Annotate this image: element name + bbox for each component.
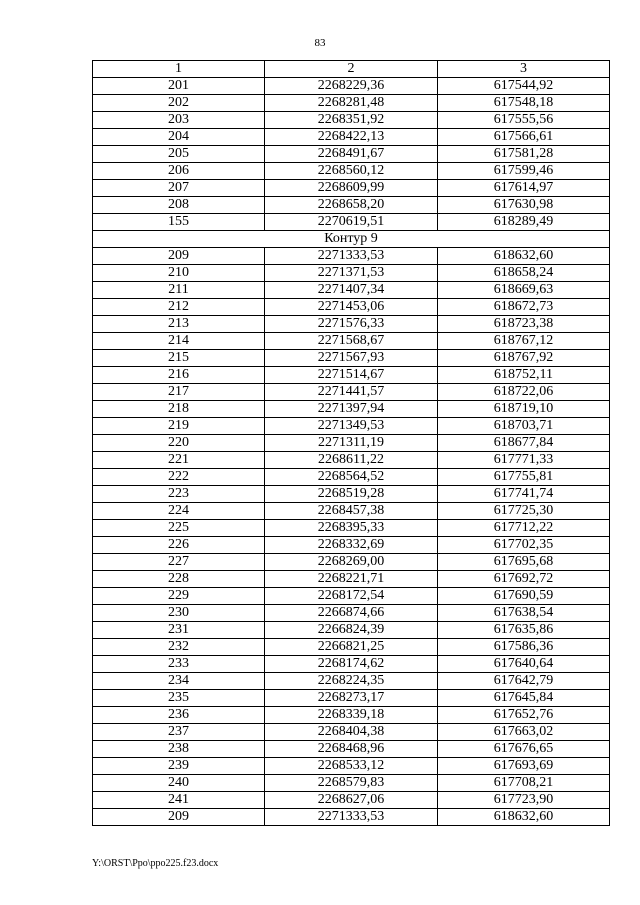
y-coordinate-cell: 618677,84	[438, 435, 610, 452]
y-coordinate-cell: 618658,24	[438, 265, 610, 282]
coordinates-table-body	[93, 61, 610, 826]
table-row	[93, 265, 610, 282]
point-number-cell: 220	[93, 435, 265, 452]
x-coordinate-cell: 2271311,19	[265, 435, 438, 452]
x-coordinate-cell: 2268404,38	[265, 724, 438, 741]
point-number-cell: 218	[93, 401, 265, 418]
x-coordinate-cell: 2271349,53	[265, 418, 438, 435]
x-coordinate-cell: 2268579,83	[265, 775, 438, 792]
point-number-cell: 211	[93, 282, 265, 299]
x-coordinate-cell: 2271441,57	[265, 384, 438, 401]
x-coordinate-cell: 2	[265, 61, 438, 78]
y-coordinate-cell: 617755,81	[438, 469, 610, 486]
point-number-cell: 216	[93, 367, 265, 384]
y-coordinate-cell: 617548,18	[438, 95, 610, 112]
table-row	[93, 146, 610, 163]
x-coordinate-cell: 2268611,22	[265, 452, 438, 469]
point-number-cell: 206	[93, 163, 265, 180]
table-row	[93, 316, 610, 333]
coordinates-table	[92, 60, 610, 826]
x-coordinate-cell: 2271453,06	[265, 299, 438, 316]
point-number-cell: 217	[93, 384, 265, 401]
table-row	[93, 792, 610, 809]
point-number-cell: 205	[93, 146, 265, 163]
table-row	[93, 724, 610, 741]
table-row	[93, 605, 610, 622]
x-coordinate-cell: 2268273,17	[265, 690, 438, 707]
table-row	[93, 350, 610, 367]
point-number-cell: 208	[93, 197, 265, 214]
point-number-cell: 241	[93, 792, 265, 809]
y-coordinate-cell: 617663,02	[438, 724, 610, 741]
page-number: 83	[314, 37, 326, 49]
table-row	[93, 741, 610, 758]
table-row	[93, 401, 610, 418]
table-row	[93, 95, 610, 112]
table-row	[93, 758, 610, 775]
y-coordinate-cell: 618632,60	[438, 809, 610, 826]
point-number-cell: 155	[93, 214, 265, 231]
x-coordinate-cell: 2268229,36	[265, 78, 438, 95]
point-number-cell: 223	[93, 486, 265, 503]
y-coordinate-cell: 618752,11	[438, 367, 610, 384]
y-coordinate-cell: 617581,28	[438, 146, 610, 163]
x-coordinate-cell: 2268224,35	[265, 673, 438, 690]
x-coordinate-cell: 2268395,33	[265, 520, 438, 537]
y-coordinate-cell: 617676,65	[438, 741, 610, 758]
x-coordinate-cell: 2268172,54	[265, 588, 438, 605]
table-row	[93, 571, 610, 588]
y-coordinate-cell: 3	[438, 61, 610, 78]
y-coordinate-cell: 617712,22	[438, 520, 610, 537]
table-row	[93, 656, 610, 673]
y-coordinate-cell: 617642,79	[438, 673, 610, 690]
y-coordinate-cell: 618723,38	[438, 316, 610, 333]
y-coordinate-cell: 618767,92	[438, 350, 610, 367]
table-row	[93, 282, 610, 299]
point-number-cell: 215	[93, 350, 265, 367]
x-coordinate-cell: 2271568,67	[265, 333, 438, 350]
table-row	[93, 299, 610, 316]
x-coordinate-cell: 2268269,00	[265, 554, 438, 571]
x-coordinate-cell: 2271333,53	[265, 248, 438, 265]
point-number-cell: 201	[93, 78, 265, 95]
x-coordinate-cell: 2268351,92	[265, 112, 438, 129]
y-coordinate-cell: 617693,69	[438, 758, 610, 775]
point-number-cell: 226	[93, 537, 265, 554]
point-number-cell: 233	[93, 656, 265, 673]
table-row	[93, 809, 610, 826]
point-number-cell: 213	[93, 316, 265, 333]
table-row	[93, 163, 610, 180]
point-number-cell: 231	[93, 622, 265, 639]
point-number-cell: 222	[93, 469, 265, 486]
y-coordinate-cell: 617555,56	[438, 112, 610, 129]
x-coordinate-cell: 2268533,12	[265, 758, 438, 775]
x-coordinate-cell: 2268560,12	[265, 163, 438, 180]
x-coordinate-cell: 2271576,33	[265, 316, 438, 333]
point-number-cell: 237	[93, 724, 265, 741]
table-row	[93, 707, 610, 724]
table-row	[93, 775, 610, 792]
y-coordinate-cell: 617771,33	[438, 452, 610, 469]
x-coordinate-cell: 2271514,67	[265, 367, 438, 384]
point-number-cell: 232	[93, 639, 265, 656]
point-number-cell: 203	[93, 112, 265, 129]
x-coordinate-cell: 2268332,69	[265, 537, 438, 554]
y-coordinate-cell: 617586,36	[438, 639, 610, 656]
point-number-cell: 221	[93, 452, 265, 469]
y-coordinate-cell: 617630,98	[438, 197, 610, 214]
table-row	[93, 197, 610, 214]
x-coordinate-cell: 2268339,18	[265, 707, 438, 724]
table-row	[93, 486, 610, 503]
table-row	[93, 129, 610, 146]
x-coordinate-cell: 2268564,52	[265, 469, 438, 486]
point-number-cell: 238	[93, 741, 265, 758]
y-coordinate-cell: 617741,74	[438, 486, 610, 503]
table-row	[93, 503, 610, 520]
point-number-cell: 212	[93, 299, 265, 316]
table-row	[93, 384, 610, 401]
table-row	[93, 639, 610, 656]
point-number-cell: 1	[93, 61, 265, 78]
table-row	[93, 469, 610, 486]
table-row	[93, 367, 610, 384]
y-coordinate-cell: 617690,59	[438, 588, 610, 605]
section-row	[93, 231, 610, 248]
y-coordinate-cell: 618767,12	[438, 333, 610, 350]
table-header-row	[93, 61, 610, 78]
y-coordinate-cell: 617614,97	[438, 180, 610, 197]
x-coordinate-cell: 2271397,94	[265, 401, 438, 418]
y-coordinate-cell: 617635,86	[438, 622, 610, 639]
point-number-cell: 240	[93, 775, 265, 792]
table-row	[93, 180, 610, 197]
x-coordinate-cell: 2268519,28	[265, 486, 438, 503]
y-coordinate-cell: 617723,90	[438, 792, 610, 809]
y-coordinate-cell: 618672,73	[438, 299, 610, 316]
x-coordinate-cell: 2268281,48	[265, 95, 438, 112]
x-coordinate-cell: 2271567,93	[265, 350, 438, 367]
table-row	[93, 588, 610, 605]
x-coordinate-cell: 2268491,67	[265, 146, 438, 163]
point-number-cell: 230	[93, 605, 265, 622]
table-row	[93, 435, 610, 452]
point-number-cell: 234	[93, 673, 265, 690]
y-coordinate-cell: 617599,46	[438, 163, 610, 180]
y-coordinate-cell: 617708,21	[438, 775, 610, 792]
section-label: Контур 9	[93, 231, 610, 248]
file-path-footer: Y:\ORST\Ppo\ppo225.f23.docx	[92, 858, 219, 869]
x-coordinate-cell: 2270619,51	[265, 214, 438, 231]
x-coordinate-cell: 2268468,96	[265, 741, 438, 758]
y-coordinate-cell: 618632,60	[438, 248, 610, 265]
point-number-cell: 210	[93, 265, 265, 282]
y-coordinate-cell: 617638,54	[438, 605, 610, 622]
table-row	[93, 537, 610, 554]
table-row	[93, 78, 610, 95]
y-coordinate-cell: 618719,10	[438, 401, 610, 418]
y-coordinate-cell: 618722,06	[438, 384, 610, 401]
x-coordinate-cell: 2268457,38	[265, 503, 438, 520]
table-row	[93, 452, 610, 469]
point-number-cell: 228	[93, 571, 265, 588]
y-coordinate-cell: 618289,49	[438, 214, 610, 231]
y-coordinate-cell: 617702,35	[438, 537, 610, 554]
point-number-cell: 219	[93, 418, 265, 435]
point-number-cell: 202	[93, 95, 265, 112]
point-number-cell: 209	[93, 809, 265, 826]
point-number-cell: 225	[93, 520, 265, 537]
x-coordinate-cell: 2266821,25	[265, 639, 438, 656]
y-coordinate-cell: 618669,63	[438, 282, 610, 299]
point-number-cell: 214	[93, 333, 265, 350]
table-row	[93, 333, 610, 350]
y-coordinate-cell: 617692,72	[438, 571, 610, 588]
table-row	[93, 622, 610, 639]
y-coordinate-cell: 617695,68	[438, 554, 610, 571]
point-number-cell: 224	[93, 503, 265, 520]
table-row	[93, 690, 610, 707]
x-coordinate-cell: 2266874,66	[265, 605, 438, 622]
x-coordinate-cell: 2271407,34	[265, 282, 438, 299]
x-coordinate-cell: 2268658,20	[265, 197, 438, 214]
x-coordinate-cell: 2271371,53	[265, 265, 438, 282]
x-coordinate-cell: 2266824,39	[265, 622, 438, 639]
point-number-cell: 235	[93, 690, 265, 707]
table-row	[93, 673, 610, 690]
point-number-cell: 236	[93, 707, 265, 724]
y-coordinate-cell: 617566,61	[438, 129, 610, 146]
table-row	[93, 418, 610, 435]
y-coordinate-cell: 617645,84	[438, 690, 610, 707]
table-row	[93, 112, 610, 129]
point-number-cell: 227	[93, 554, 265, 571]
x-coordinate-cell: 2268627,06	[265, 792, 438, 809]
y-coordinate-cell: 618703,71	[438, 418, 610, 435]
y-coordinate-cell: 617725,30	[438, 503, 610, 520]
y-coordinate-cell: 617640,64	[438, 656, 610, 673]
table-row	[93, 248, 610, 265]
x-coordinate-cell: 2268609,99	[265, 180, 438, 197]
x-coordinate-cell: 2268221,71	[265, 571, 438, 588]
point-number-cell: 239	[93, 758, 265, 775]
table-row	[93, 520, 610, 537]
y-coordinate-cell: 617544,92	[438, 78, 610, 95]
y-coordinate-cell: 617652,76	[438, 707, 610, 724]
table-row	[93, 554, 610, 571]
point-number-cell: 204	[93, 129, 265, 146]
x-coordinate-cell: 2271333,53	[265, 809, 438, 826]
point-number-cell: 229	[93, 588, 265, 605]
x-coordinate-cell: 2268422,13	[265, 129, 438, 146]
point-number-cell: 207	[93, 180, 265, 197]
table-row	[93, 214, 610, 231]
point-number-cell: 209	[93, 248, 265, 265]
x-coordinate-cell: 2268174,62	[265, 656, 438, 673]
